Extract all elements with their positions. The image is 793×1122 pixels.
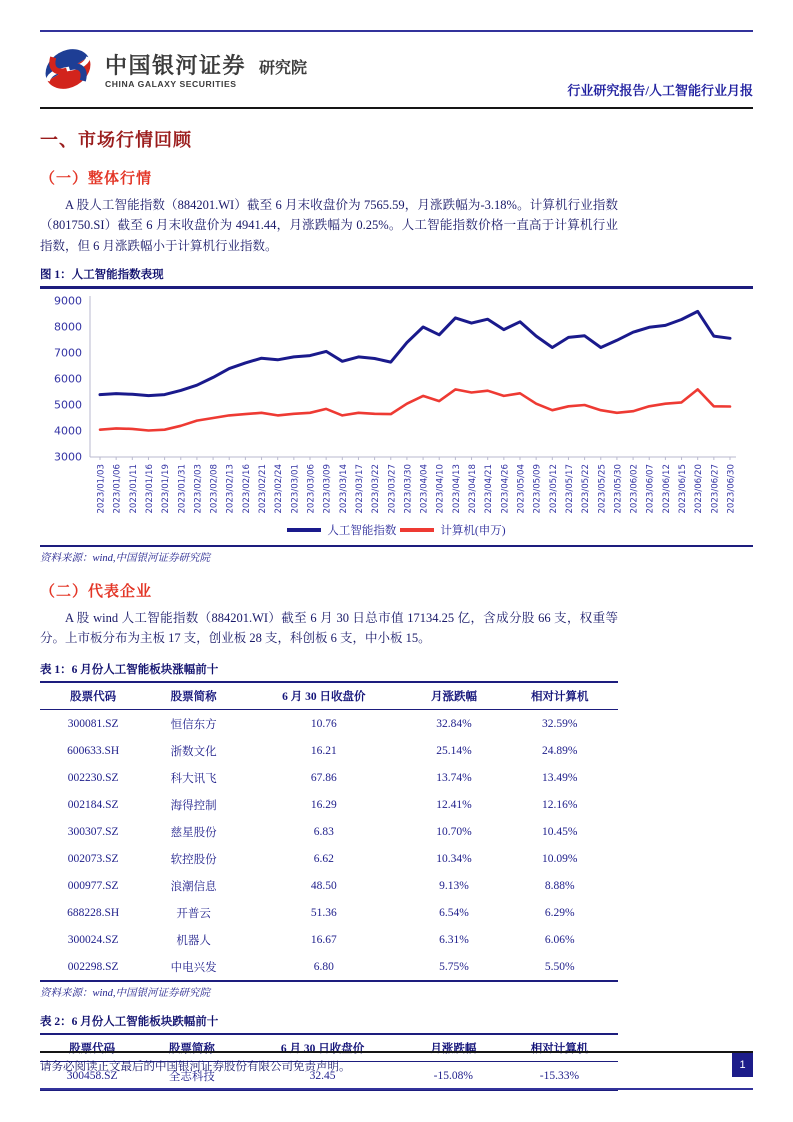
svg-text:2023/03/14: 2023/03/14 — [338, 463, 349, 514]
column-header: 股票简称 — [146, 683, 241, 710]
column-header: 股票代码 — [40, 683, 146, 710]
legend-item-ai-index — [287, 522, 396, 538]
column-header: 股票代码 — [40, 1035, 144, 1062]
table-cell: 5.50% — [544, 960, 575, 973]
svg-text:2023/02/13: 2023/02/13 — [225, 463, 236, 514]
table-cell: 600633.SH — [67, 744, 120, 757]
table-cell: 002230.SZ — [67, 771, 119, 784]
table-cell: 16.21 — [310, 744, 337, 757]
table-cell: 6.83 — [313, 825, 334, 838]
table-cell: 000977.SZ — [67, 879, 119, 892]
table-cell: 6.31% — [439, 933, 469, 946]
paragraph-representative-companies: A 股 wind 人工智能指数（884201.WI）截至 6 月 30 日总市值 17134.25 亿，含成分股 66 支，权重等分。上市板分布为主板 17 支，创业板 28 支，科创板 6 支，中小板 15。 — [40, 610, 618, 645]
svg-text:2023/05/04: 2023/05/04 — [516, 463, 527, 514]
svg-text:2023/01/19: 2023/01/19 — [161, 463, 172, 514]
table-cell: 浙数文化 — [170, 745, 217, 758]
table-cell: 51.36 — [310, 906, 337, 919]
svg-text:2023/06/20: 2023/06/20 — [694, 463, 705, 514]
svg-text:7000: 7000 — [54, 346, 82, 360]
svg-text:2023/06/07: 2023/06/07 — [645, 463, 656, 514]
table-1-source: 资料来源：wind,中国银河证券研究院 — [40, 988, 211, 1000]
table-cell: 科大讯飞 — [170, 772, 217, 785]
table-cell: 5.75% — [439, 960, 469, 973]
table-1-header-row — [40, 683, 618, 710]
svg-text:9000: 9000 — [54, 294, 82, 308]
column-header: 相对计算机 — [501, 683, 618, 710]
legend-swatch-ai-index — [287, 528, 321, 532]
svg-text:2023/01/16: 2023/01/16 — [144, 463, 155, 514]
column-header: 相对计算机 — [501, 1035, 618, 1062]
table-cell: 6.80 — [313, 960, 334, 973]
svg-text:2023/06/30: 2023/06/30 — [726, 463, 737, 514]
table-cell: 300458.SZ — [66, 1069, 118, 1082]
table-row — [40, 764, 618, 791]
legend-item-computer — [400, 522, 505, 538]
section-heading-market-review: 一、市场行情回顾 — [40, 130, 192, 150]
svg-text:2023/03/01: 2023/03/01 — [290, 463, 301, 514]
svg-text:2023/06/27: 2023/06/27 — [710, 463, 721, 514]
table-cell: 机器人 — [176, 934, 211, 947]
table-cell: 软控股份 — [170, 853, 217, 866]
table-cell: 300307.SZ — [67, 825, 119, 838]
legend-label-ai-index: 人工智能指数 — [327, 524, 397, 537]
column-header: 月涨跌幅 — [406, 1035, 501, 1062]
svg-text:2023/04/13: 2023/04/13 — [451, 463, 462, 514]
svg-text:2023/06/12: 2023/06/12 — [661, 463, 672, 514]
table-2-title: 表 2：6 月份人工智能板块跌幅前十 — [40, 1010, 618, 1035]
table-cell: 002184.SZ — [67, 798, 119, 811]
table-cell: 002073.SZ — [67, 852, 119, 865]
table-cell: 10.34% — [436, 852, 472, 865]
table-cell: 6.29% — [544, 906, 575, 919]
table-cell: 688228.SH — [67, 906, 120, 919]
table-cell: 10.09% — [541, 852, 578, 865]
table-cell: 10.76 — [310, 717, 337, 730]
svg-text:2023/02/03: 2023/02/03 — [193, 463, 204, 514]
table-row — [40, 872, 618, 899]
table-row — [40, 791, 618, 818]
table-cell: 开普云 — [176, 907, 211, 920]
table-cell: 9.13% — [439, 879, 469, 892]
legend-swatch-computer — [400, 528, 434, 532]
table-row — [40, 899, 618, 926]
table-row — [40, 818, 618, 845]
company-logo — [40, 41, 307, 102]
table-cell: 6.06% — [544, 933, 575, 946]
chart-legend — [40, 521, 753, 545]
svg-text:2023/04/18: 2023/04/18 — [468, 463, 479, 514]
table-cell: 慈星股份 — [170, 826, 217, 839]
svg-text:2023/01/03: 2023/01/03 — [96, 463, 107, 514]
table-row — [40, 953, 618, 981]
table-1-title: 表 1：6 月份人工智能板块涨幅前十 — [40, 658, 618, 683]
report-header — [40, 32, 753, 109]
svg-text:2023/05/22: 2023/05/22 — [581, 463, 592, 514]
logo-wordmark — [105, 54, 246, 88]
table-cell: 全志科技 — [168, 1070, 215, 1083]
svg-text:2023/04/26: 2023/04/26 — [500, 463, 511, 514]
table-cell: 浪潮信息 — [170, 880, 217, 893]
subsection-heading-overall: （一）整体行情 — [40, 171, 153, 187]
table-1-block — [40, 658, 618, 1000]
column-header: 月涨跌幅 — [407, 683, 502, 710]
svg-text:2023/02/08: 2023/02/08 — [209, 463, 220, 514]
legend-label-computer: 计算机(申万) — [440, 524, 506, 537]
column-header: 6 月 30 日收盘价 — [239, 1035, 405, 1062]
svg-text:5000: 5000 — [54, 398, 82, 412]
table-cell: 8.88% — [544, 879, 575, 892]
svg-text:4000: 4000 — [54, 424, 82, 438]
table-cell: 002298.SZ — [67, 960, 119, 973]
table-cell: 中电兴发 — [170, 961, 217, 974]
svg-text:3000: 3000 — [54, 450, 82, 464]
svg-text:2023/01/06: 2023/01/06 — [112, 463, 123, 514]
table-cell: 25.14% — [436, 744, 472, 757]
column-header: 股票简称 — [144, 1035, 239, 1062]
table-cell: 13.74% — [436, 771, 472, 784]
svg-text:6000: 6000 — [54, 372, 82, 386]
svg-text:2023/04/10: 2023/04/10 — [435, 463, 446, 514]
table-cell: 13.49% — [541, 771, 578, 784]
page-footer — [40, 1053, 753, 1077]
svg-text:2023/03/09: 2023/03/09 — [322, 463, 333, 514]
table-cell: 16.29 — [310, 798, 337, 811]
svg-text:2023/06/02: 2023/06/02 — [629, 463, 640, 514]
svg-text:2023/05/12: 2023/05/12 — [548, 463, 559, 514]
table-cell: 12.16% — [541, 798, 578, 811]
figure-1-title: 图 1：人工智能指数表现 — [40, 264, 753, 289]
table-cell: -15.33% — [539, 1069, 580, 1082]
table-cell: 32.59% — [541, 717, 578, 730]
svg-text:2023/01/31: 2023/01/31 — [177, 463, 188, 514]
table-cell: 12.41% — [436, 798, 472, 811]
svg-text:2023/06/15: 2023/06/15 — [678, 463, 689, 514]
table-row — [40, 845, 618, 872]
table-cell: 10.45% — [541, 825, 578, 838]
table-cell: 6.62 — [313, 852, 334, 865]
page-number-badge: 1 — [732, 1053, 753, 1077]
svg-text:2023/05/25: 2023/05/25 — [597, 463, 608, 514]
table-cell: 48.50 — [310, 879, 337, 892]
logo-en-text: CHINA GALAXY SECURITIES — [105, 78, 237, 89]
table-cell: 24.89% — [541, 744, 578, 757]
figure-1-source: 资料来源：wind,中国银河证券研究院 — [40, 545, 753, 565]
disclaimer-text: 请务必阅读正文最后的中国银河证券股份有限公司免责声明。 — [40, 1061, 351, 1073]
svg-text:2023/02/24: 2023/02/24 — [274, 463, 285, 514]
report-type-label: 行业研究报告/人工智能行业月报 — [567, 83, 753, 98]
table-cell: 16.67 — [310, 933, 337, 946]
galaxy-logo-icon — [40, 41, 96, 102]
svg-text:2023/02/16: 2023/02/16 — [241, 463, 252, 514]
table-row — [40, 710, 618, 738]
svg-text:2023/03/30: 2023/03/30 — [403, 463, 414, 514]
figure-1 — [40, 264, 753, 565]
logo-cn-text: 中国银河证券 — [105, 53, 247, 79]
svg-text:2023/01/11: 2023/01/11 — [128, 463, 139, 514]
table-cell: 10.70% — [436, 825, 472, 838]
column-header: 6 月 30 日收盘价 — [241, 683, 407, 710]
paragraph-overall-market: A 股人工智能指数（884201.WI）截至 6 月末收盘价为 7565.59，月涨跌幅为-3.18%。计算机行业指数（801750.SI）截至 6 月末收盘价为 4941.44，月涨跌幅为 0.25%。人工智能指数价格一直高于计算机行业指数，但 6 月涨跌幅小于计算机行业指数。 — [40, 198, 618, 253]
table-cell: -15.08% — [433, 1069, 473, 1082]
svg-text:2023/04/04: 2023/04/04 — [419, 463, 430, 514]
ai-index-line-chart — [40, 289, 753, 521]
svg-text:2023/04/21: 2023/04/21 — [484, 463, 495, 514]
table-cell: 32.84% — [436, 717, 472, 730]
table-row — [40, 737, 618, 764]
svg-text:2023/02/21: 2023/02/21 — [258, 463, 269, 514]
table-cell: 300081.SZ — [67, 717, 119, 730]
table-row — [40, 926, 618, 953]
logo-suffix-text: 研究院 — [259, 60, 308, 77]
table-cell: 300024.SZ — [67, 933, 119, 946]
svg-text:2023/05/30: 2023/05/30 — [613, 463, 624, 514]
table-cell: 67.86 — [310, 771, 337, 784]
svg-text:2023/03/27: 2023/03/27 — [387, 463, 398, 514]
subsection-heading-companies: （二）代表企业 — [40, 583, 153, 600]
table-cell: 6.54% — [439, 906, 469, 919]
svg-text:2023/03/06: 2023/03/06 — [306, 463, 317, 514]
footer-divider-bottom — [40, 1088, 753, 1090]
svg-text:2023/03/17: 2023/03/17 — [354, 463, 365, 514]
table-cell: 恒信东方 — [170, 718, 217, 731]
svg-text:2023/03/22: 2023/03/22 — [371, 463, 382, 514]
svg-text:2023/05/17: 2023/05/17 — [564, 463, 575, 514]
table-cell: 32.45 — [309, 1069, 336, 1082]
table-1-gainers — [40, 683, 618, 982]
svg-text:8000: 8000 — [54, 320, 82, 334]
svg-text:2023/05/09: 2023/05/09 — [532, 463, 543, 514]
table-cell: 海得控制 — [170, 799, 217, 812]
